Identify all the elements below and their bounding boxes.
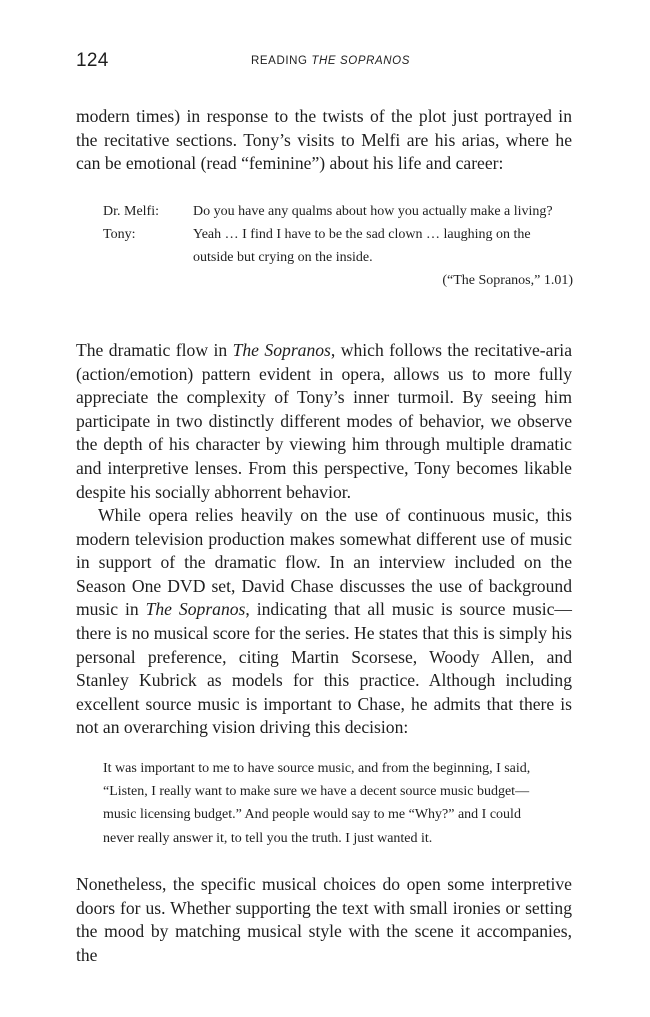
block-quote <box>103 757 548 850</box>
paragraph-3-part: , indicating that all music is source music—there is no musical score for the series. He states that this is simply his personal preference, citing Martin Scorsese, Woody Allen, and Stanley Kubrick as models for this practice. Although including excellent source music is important to Chase, he admits that there is not an overarching vision driving this decision: <box>76 599 573 738</box>
block-quote-text: It was important to me to have source music, and from the beginning, I said, “Listen, I really want to make sure we have a decent source music budget—music licensing budget.” And people would say to me “Why?” and I could never really answer it, to tell you the truth. I just wanted it. <box>103 761 531 846</box>
dialogue-line: Yeah … I find I have to be the sad clown … laughing on the outside but crying on the inside. <box>193 227 531 265</box>
paragraph-4 <box>76 873 572 967</box>
paragraph-2-part: The dramatic flow in <box>76 340 233 360</box>
dialogue-speaker: Dr. Melfi: <box>103 204 159 219</box>
show-title: The Sopranos <box>232 340 331 360</box>
paragraph-1-text: modern times) in response to the twists of the plot just portrayed in the recitative sections. Tony’s visits to Melfi are his arias, where he can be emotional (read “feminine”) about his life and career: <box>76 106 572 174</box>
dialogue-excerpt <box>103 200 573 292</box>
show-title: The Sopranos <box>145 599 246 620</box>
dialogue-row <box>103 223 573 269</box>
paragraph-3-part: While opera relies heavily on the use of continuous music, this modern television production makes somewhat different use of music in support of the dramatic flow. In an interview included on the Season One DVD set, David Chase discusses the use of background music in <box>76 505 572 620</box>
paragraph-3 <box>76 504 572 740</box>
page-header <box>76 50 572 76</box>
running-head-title: THE SOPRANOS <box>311 55 410 67</box>
running-head <box>251 55 410 67</box>
paragraph-3-text <box>76 504 572 740</box>
dialogue-speaker: Tony: <box>103 227 136 242</box>
paragraph-1 <box>76 105 572 176</box>
dialogue-citation: (“The Sopranos,” 1.01) <box>442 273 573 288</box>
dialogue-line: Do you have any qualms about how you actually make a living? <box>193 204 553 219</box>
running-head-prefix: READING <box>251 55 312 67</box>
dialogue-row <box>103 200 573 223</box>
paragraph-4-text: Nonetheless, the specific musical choices do open some interpretive doors for us. Whether supporting the text with small ironies or setting the mood by matching musical style with the scene it accompanies, the <box>76 874 572 965</box>
paragraph-2-text <box>76 339 572 504</box>
paragraph-2 <box>76 339 572 504</box>
page-number: 124 <box>76 50 109 71</box>
paragraph-2-part: , which follows the recitative-aria (action/emotion) pattern evident in opera, allows us to more fully appreciate the complexity of Tony’s inner turmoil. By seeing him participate in two distinctly different modes of behavior, we observe the depth of his character by viewing him through multiple dramatic and interpretive lenses. From this perspective, Tony becomes likable despite his socially abhorrent behavior. <box>76 340 572 502</box>
